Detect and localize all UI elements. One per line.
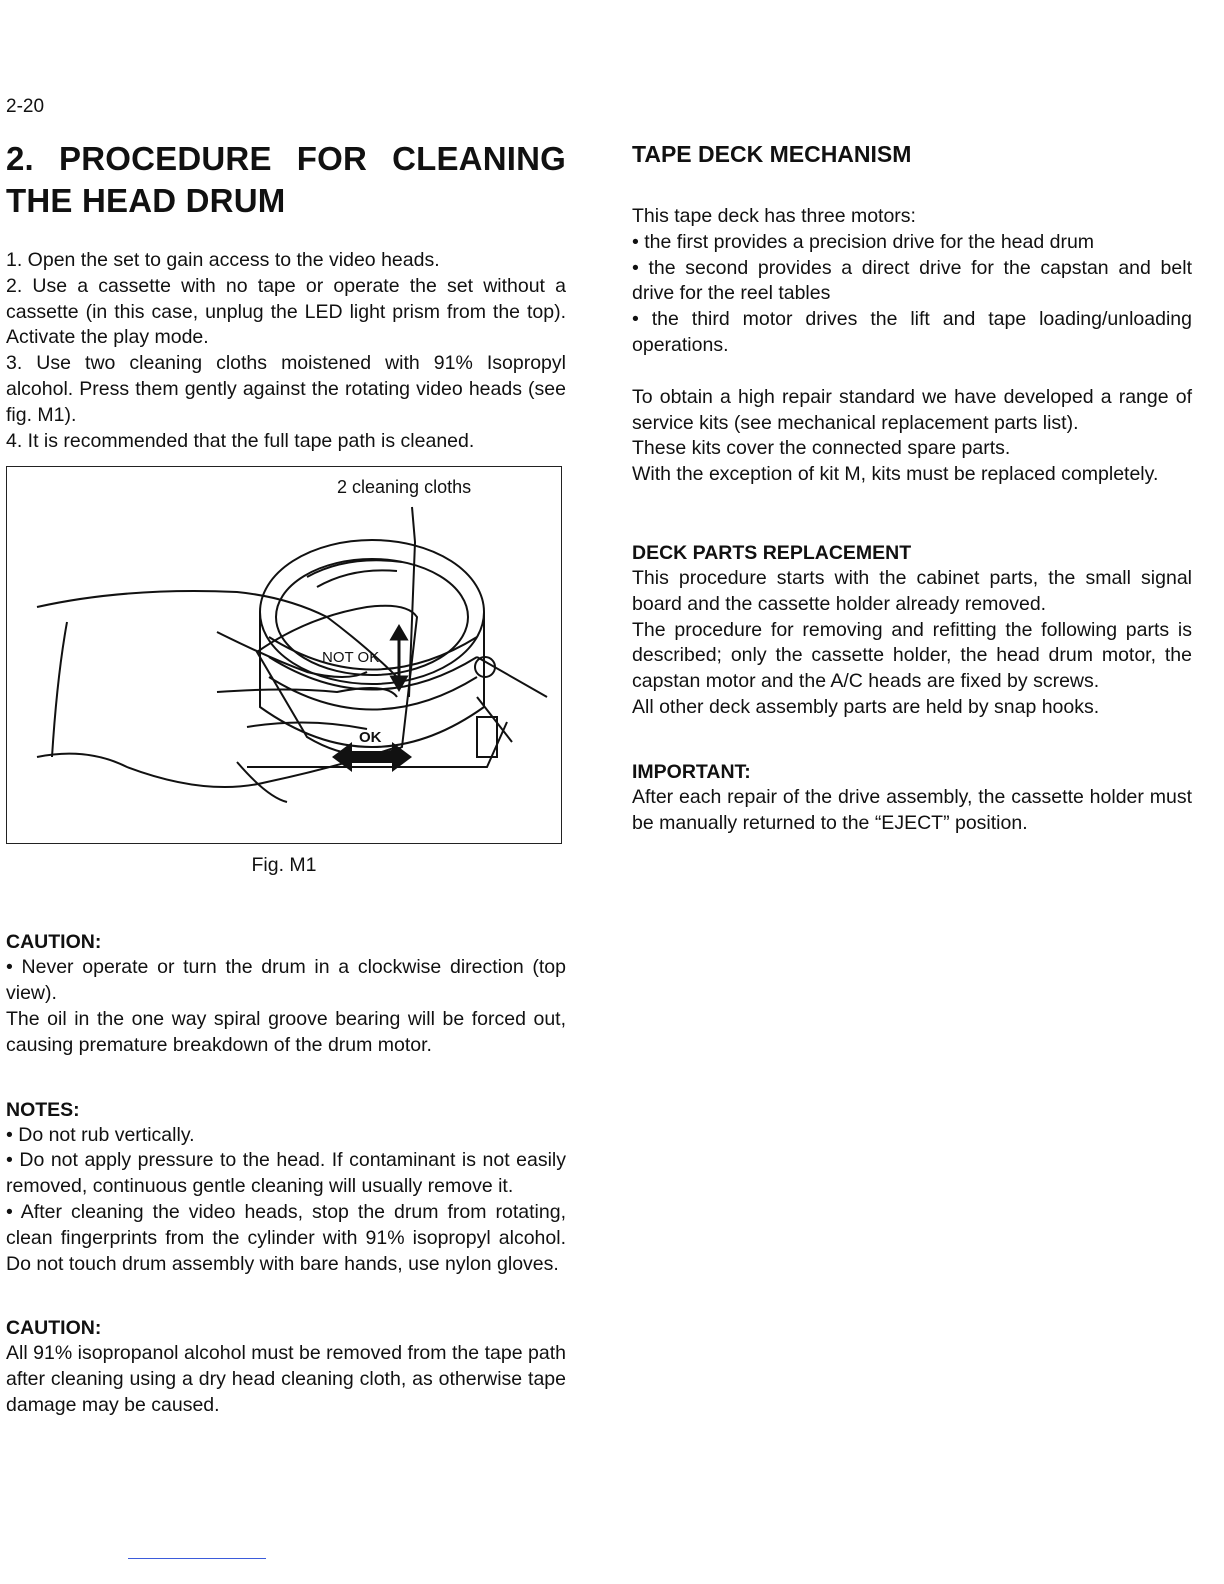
motor-item: • the third motor drives the lift and tape loading/unloading operations.: [632, 308, 1192, 356]
deck-parts-paragraph: This procedure starts with the cabinet parts, the small signal board and the cassette holder already removed.: [632, 566, 1192, 615]
important-heading: IMPORTANT:: [632, 760, 751, 783]
note-item: • Do not apply pressure to the head. If contaminant is not easily removed, continuous gentle cleaning will usually remove it.: [6, 1149, 566, 1198]
caution-2-text: All 91% isopropanol alcohol must be removed from the tape path after cleaning using a dry head cleaning cloth, as otherwise tape damage may be caused.: [6, 1342, 566, 1416]
note-item: • Do not rub vertically.: [6, 1123, 195, 1146]
main-title-line2: THE HEAD DRUM: [6, 182, 286, 219]
label-cleaning-cloths: 2 cleaning cloths: [337, 477, 472, 498]
label-not-ok: NOT OK: [322, 649, 380, 667]
caution-1-text: The oil in the one way spiral groove bearing will be forced out, causing premature breakdown of the drum motor.: [6, 1007, 566, 1056]
step-2: 2. Use a cassette with no tape or operate the set without a cassette (in this case, unplug the LED light prism from the top). Activate the play mode.: [6, 274, 566, 349]
right-column: [632, 138, 1192, 836]
motor-item: • the first provides a precision drive for the head drum: [632, 230, 1095, 253]
caution-1-heading: CAUTION:: [6, 931, 102, 954]
caution-2-heading: CAUTION:: [6, 1317, 102, 1340]
footer-rule: [128, 1558, 266, 1559]
deck-parts-paragraph: The procedure for removing and refitting the following parts is described; only the cassette holder, the head drum motor, the capstan motor and the A/C heads are fixed by screws.: [632, 618, 1192, 693]
step-3: 3. Use two cleaning cloths moistened with 91% Isopropyl alcohol. Press them gently against the rotating video heads (see fig. M1).: [6, 352, 566, 426]
kits-paragraph: With the exception of kit M, kits must be replaced completely.: [632, 463, 1159, 486]
step-1: 1. Open the set to gain access to the video heads.: [6, 249, 440, 271]
left-column: [6, 138, 566, 1419]
tape-deck-title: TAPE DECK MECHANISM: [632, 141, 912, 167]
motor-item: • the second provides a direct drive for the capstan and belt drive for the reel tables: [632, 256, 1192, 305]
motors-intro: This tape deck has three motors:: [632, 205, 916, 227]
deck-parts-heading: DECK PARTS REPLACEMENT: [632, 541, 912, 564]
page-number: 2-20: [6, 96, 45, 117]
main-title-line1: 2. PROCEDURE FOR CLEANING: [6, 140, 566, 177]
figure-caption: Fig. M1: [251, 854, 317, 877]
important-text: After each repair of the drive assembly, the cassette holder must be manually returned to the “EJECT” position.: [632, 785, 1192, 834]
label-ok: OK: [359, 729, 382, 747]
notes-heading: NOTES:: [6, 1098, 80, 1121]
figure-m1: [6, 466, 562, 844]
kits-paragraph: To obtain a high repair standard we have developed a range of service kits (see mechanical replacement parts list).: [632, 385, 1192, 434]
head-drum-cleaning-illustration: [7, 467, 560, 842]
kits-paragraph: These kits cover the connected spare parts.: [632, 437, 1011, 460]
step-4: 4. It is recommended that the full tape path is cleaned.: [6, 429, 475, 452]
deck-parts-paragraph: All other deck assembly parts are held by snap hooks.: [632, 695, 1100, 718]
caution-1-bullet: • Never operate or turn the drum in a clockwise direction (top view).: [6, 956, 566, 1005]
note-item: • After cleaning the video heads, stop the drum from rotating, clean fingerprints from the cylinder with 91% isopropyl alcohol. Do not touch drum assembly with bare hands, use nylon gloves.: [6, 1200, 566, 1275]
main-title: [6, 138, 566, 222]
